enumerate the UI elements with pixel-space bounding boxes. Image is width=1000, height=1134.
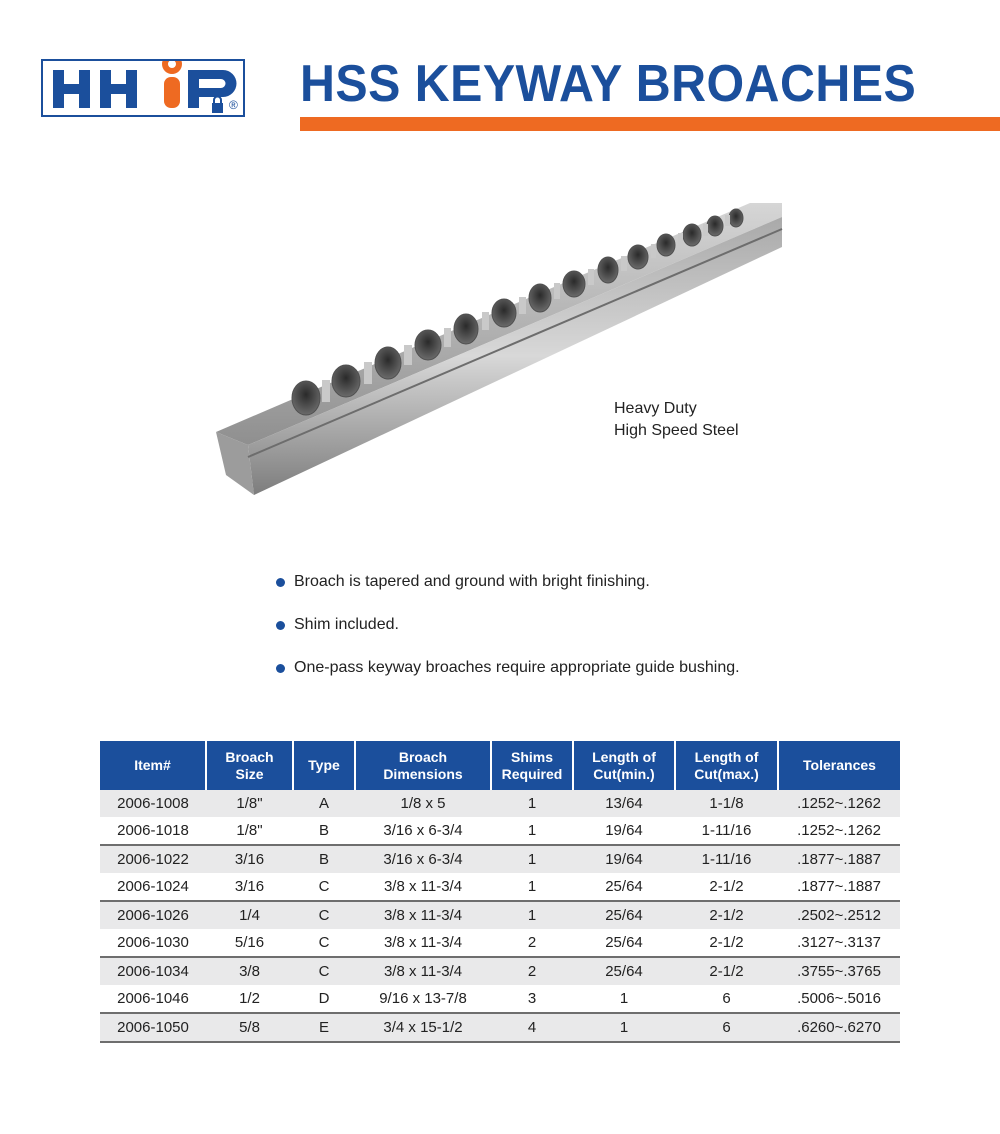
cell-shims-required: 4 — [491, 1013, 573, 1042]
cell-length-min: 25/64 — [573, 929, 675, 957]
hhip-logo — [41, 59, 245, 117]
cell-type: B — [293, 817, 355, 845]
cell-type: D — [293, 985, 355, 1013]
cell-item: 2006-1024 — [100, 873, 206, 901]
col-header-item: Item# — [100, 741, 206, 790]
cell-item: 2006-1026 — [100, 901, 206, 929]
cell-length-max: 6 — [675, 1013, 778, 1042]
col-header-tolerances: Tolerances — [778, 741, 900, 790]
col-header-shims-required: Shims Required — [491, 741, 573, 790]
col-header-length-min: Length of Cut(min.) — [573, 741, 675, 790]
feature-text: Broach is tapered and ground with bright finishing. — [294, 573, 650, 590]
col-header-broach-size: Broach Size — [206, 741, 293, 790]
cell-tolerances: .3127~.3137 — [778, 929, 900, 957]
cell-tolerances: .1252~.1262 — [778, 817, 900, 845]
cell-length-max: 6 — [675, 985, 778, 1013]
cell-tolerances: .6260~.6270 — [778, 1013, 900, 1042]
cell-item: 2006-1008 — [100, 790, 206, 817]
cell-length-min: 1 — [573, 1013, 675, 1042]
cell-broach-dimensions: 3/8 x 11-3/4 — [355, 873, 491, 901]
bullet-icon — [276, 578, 285, 587]
table-body — [100, 790, 900, 1042]
cell-broach-dimensions: 3/8 x 11-3/4 — [355, 929, 491, 957]
cell-broach-size: 3/16 — [206, 845, 293, 873]
cell-broach-size: 3/16 — [206, 873, 293, 901]
cell-tolerances: .1877~.1887 — [778, 873, 900, 901]
feature-text: Shim included. — [294, 616, 399, 633]
cell-broach-size: 5/8 — [206, 1013, 293, 1042]
cell-item: 2006-1046 — [100, 985, 206, 1013]
cell-type: C — [293, 929, 355, 957]
caption-line-2: High Speed Steel — [614, 422, 739, 439]
cell-type: A — [293, 790, 355, 817]
cell-shims-required: 1 — [491, 845, 573, 873]
cell-length-max: 1-11/16 — [675, 845, 778, 873]
cell-type: C — [293, 957, 355, 985]
cell-broach-size: 1/8" — [206, 817, 293, 845]
cell-broach-dimensions: 3/4 x 15-1/2 — [355, 1013, 491, 1042]
cell-type: C — [293, 901, 355, 929]
registered-mark: ® — [229, 98, 238, 112]
bullet-icon — [276, 664, 285, 673]
keyway-broach-image — [210, 195, 790, 505]
col-header-type: Type — [293, 741, 355, 790]
cell-broach-size: 1/2 — [206, 985, 293, 1013]
cell-length-min: 25/64 — [573, 873, 675, 901]
cell-shims-required: 3 — [491, 985, 573, 1013]
cell-item: 2006-1022 — [100, 845, 206, 873]
table-row — [100, 1013, 900, 1042]
table-row — [100, 845, 900, 873]
cell-item: 2006-1030 — [100, 929, 206, 957]
cell-type: B — [293, 845, 355, 873]
caption-line-1: Heavy Duty — [614, 400, 697, 417]
cell-shims-required: 1 — [491, 790, 573, 817]
cell-shims-required: 2 — [491, 957, 573, 985]
table-row — [100, 790, 900, 817]
feature-text: One-pass keyway broaches require appropriate guide bushing. — [294, 659, 740, 676]
feature-item — [276, 571, 740, 593]
cell-tolerances: .2502~.2512 — [778, 901, 900, 929]
cell-broach-dimensions: 3/8 x 11-3/4 — [355, 901, 491, 929]
cell-length-max: 2-1/2 — [675, 901, 778, 929]
cell-length-max: 1-11/16 — [675, 817, 778, 845]
cell-length-max: 2-1/2 — [675, 873, 778, 901]
cell-broach-dimensions: 1/8 x 5 — [355, 790, 491, 817]
cell-tolerances: .5006~.5016 — [778, 985, 900, 1013]
cell-length-min: 25/64 — [573, 957, 675, 985]
cell-length-min: 13/64 — [573, 790, 675, 817]
table-header-row — [100, 741, 900, 790]
cell-shims-required: 1 — [491, 817, 573, 845]
col-header-broach-dimensions: Broach Dimensions — [355, 741, 491, 790]
bullet-icon — [276, 621, 285, 630]
cell-length-min: 19/64 — [573, 817, 675, 845]
cell-shims-required: 1 — [491, 901, 573, 929]
cell-broach-size: 3/8 — [206, 957, 293, 985]
cell-type: C — [293, 873, 355, 901]
col-header-length-max: Length of Cut(max.) — [675, 741, 778, 790]
cell-tolerances: .1252~.1262 — [778, 790, 900, 817]
product-caption — [614, 398, 739, 442]
page-title: HSS KEYWAY BROACHES — [300, 55, 917, 113]
cell-item: 2006-1034 — [100, 957, 206, 985]
feature-item — [276, 657, 740, 679]
cell-shims-required: 2 — [491, 929, 573, 957]
table-row — [100, 817, 900, 845]
table-row — [100, 901, 900, 929]
cell-item: 2006-1018 — [100, 817, 206, 845]
cell-broach-dimensions: 3/8 x 11-3/4 — [355, 957, 491, 985]
cell-tolerances: .3755~.3765 — [778, 957, 900, 985]
cell-length-min: 25/64 — [573, 901, 675, 929]
cell-broach-size: 1/4 — [206, 901, 293, 929]
cell-length-max: 1-1/8 — [675, 790, 778, 817]
cell-length-min: 1 — [573, 985, 675, 1013]
cell-length-max: 2-1/2 — [675, 957, 778, 985]
cell-length-min: 19/64 — [573, 845, 675, 873]
feature-list — [276, 571, 740, 700]
cell-broach-size: 5/16 — [206, 929, 293, 957]
cell-broach-size: 1/8" — [206, 790, 293, 817]
cell-shims-required: 1 — [491, 873, 573, 901]
cell-broach-dimensions: 3/16 x 6-3/4 — [355, 845, 491, 873]
cell-tolerances: .1877~.1887 — [778, 845, 900, 873]
table-row — [100, 873, 900, 901]
table-row — [100, 957, 900, 985]
table-row — [100, 985, 900, 1013]
cell-broach-dimensions: 3/16 x 6-3/4 — [355, 817, 491, 845]
table-row — [100, 929, 900, 957]
cell-type: E — [293, 1013, 355, 1042]
title-underline — [300, 117, 1000, 131]
cell-length-max: 2-1/2 — [675, 929, 778, 957]
cell-broach-dimensions: 9/16 x 13-7/8 — [355, 985, 491, 1013]
feature-item — [276, 614, 740, 636]
cell-item: 2006-1050 — [100, 1013, 206, 1042]
spec-table — [100, 741, 900, 1043]
